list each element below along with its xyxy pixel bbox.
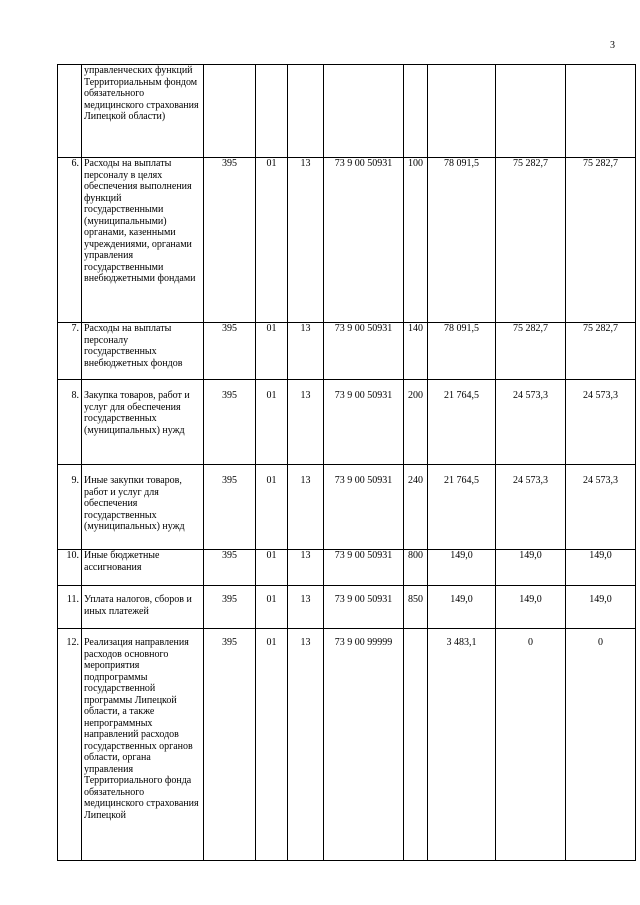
expense-name: Закупка товаров, работ и услуг для обеспечения государственных (муниципальных) нужд xyxy=(82,380,204,465)
target-article: 73 9 00 99999 xyxy=(324,629,404,861)
expense-type: 800 xyxy=(404,550,428,586)
sum-year-2 xyxy=(496,65,566,158)
dept-code: 395 xyxy=(204,586,256,629)
target-article: 73 9 00 50931 xyxy=(324,586,404,629)
sum-year-2: 24 573,3 xyxy=(496,465,566,550)
table-row xyxy=(58,65,636,158)
row-number: 7. xyxy=(58,323,82,380)
sum-year-1: 78 091,5 xyxy=(428,323,496,380)
table-row xyxy=(58,323,636,380)
sum-year-1: 21 764,5 xyxy=(428,380,496,465)
row-number xyxy=(58,65,82,158)
sum-year-2: 149,0 xyxy=(496,586,566,629)
row-number: 10. xyxy=(58,550,82,586)
subsection-code: 13 xyxy=(288,158,324,323)
expense-type: 240 xyxy=(404,465,428,550)
table-row xyxy=(58,586,636,629)
expense-name: Иные бюджетные ассигнования xyxy=(82,550,204,586)
expense-type: 100 xyxy=(404,158,428,323)
sum-year-3: 149,0 xyxy=(566,586,636,629)
subsection-code: 13 xyxy=(288,550,324,586)
target-article: 73 9 00 50931 xyxy=(324,465,404,550)
dept-code: 395 xyxy=(204,323,256,380)
subsection-code: 13 xyxy=(288,465,324,550)
target-article: 73 9 00 50931 xyxy=(324,323,404,380)
subsection-code: 13 xyxy=(288,586,324,629)
table-row xyxy=(58,380,636,465)
expense-name: Реализация направления расходов основного мероприятия подпрограммы государственной программы Липецкой области, а также непрограммных направлений расходов государственных органов области, органа управления Территориального фонда обязательного медицинского страхования Липецкой xyxy=(82,629,204,861)
row-number: 9. xyxy=(58,465,82,550)
target-article: 73 9 00 50931 xyxy=(324,158,404,323)
dept-code: 395 xyxy=(204,629,256,861)
subsection-code: 13 xyxy=(288,380,324,465)
dept-code: 395 xyxy=(204,158,256,323)
dept-code: 395 xyxy=(204,465,256,550)
sum-year-1: 3 483,1 xyxy=(428,629,496,861)
sum-year-2: 149,0 xyxy=(496,550,566,586)
section-code: 01 xyxy=(256,158,288,323)
section-code: 01 xyxy=(256,550,288,586)
section-code xyxy=(256,65,288,158)
target-article: 73 9 00 50931 xyxy=(324,380,404,465)
dept-code: 395 xyxy=(204,380,256,465)
expense-name: Расходы на выплаты персоналу государственных внебюджетных фондов xyxy=(82,323,204,380)
subsection-code: 13 xyxy=(288,323,324,380)
section-code: 01 xyxy=(256,465,288,550)
section-code: 01 xyxy=(256,629,288,861)
row-number: 11. xyxy=(58,586,82,629)
sum-year-2: 0 xyxy=(496,629,566,861)
sum-year-3: 75 282,7 xyxy=(566,323,636,380)
subsection-code xyxy=(288,65,324,158)
page-number: 3 xyxy=(610,40,615,51)
sum-year-1: 78 091,5 xyxy=(428,158,496,323)
table-row xyxy=(58,550,636,586)
sum-year-1: 149,0 xyxy=(428,586,496,629)
expense-name: Расходы на выплаты персоналу в целях обеспечения выполнения функций государственными (муниципальными) органами, казенными учреждениями, органами управления государственными внебюджетными фондами xyxy=(82,158,204,323)
dept-code xyxy=(204,65,256,158)
sum-year-2: 24 573,3 xyxy=(496,380,566,465)
sum-year-3 xyxy=(566,65,636,158)
table-row xyxy=(58,158,636,323)
expense-type xyxy=(404,65,428,158)
dept-code: 395 xyxy=(204,550,256,586)
expense-type: 850 xyxy=(404,586,428,629)
sum-year-3: 0 xyxy=(566,629,636,861)
expense-type: 200 xyxy=(404,380,428,465)
row-number: 8. xyxy=(58,380,82,465)
sum-year-3: 149,0 xyxy=(566,550,636,586)
sum-year-1: 149,0 xyxy=(428,550,496,586)
sum-year-3: 75 282,7 xyxy=(566,158,636,323)
target-article xyxy=(324,65,404,158)
expense-name: Иные закупки товаров, работ и услуг для обеспечения государственных (муниципальных) нужд xyxy=(82,465,204,550)
expense-name: Уплата налогов, сборов и иных платежей xyxy=(82,586,204,629)
table-row xyxy=(58,629,636,861)
section-code: 01 xyxy=(256,380,288,465)
sum-year-2: 75 282,7 xyxy=(496,323,566,380)
row-number: 12. xyxy=(58,629,82,861)
sum-year-2: 75 282,7 xyxy=(496,158,566,323)
row-number: 6. xyxy=(58,158,82,323)
target-article: 73 9 00 50931 xyxy=(324,550,404,586)
sum-year-3: 24 573,3 xyxy=(566,465,636,550)
section-code: 01 xyxy=(256,323,288,380)
expense-type: 140 xyxy=(404,323,428,380)
budget-table xyxy=(57,64,636,861)
expense-type xyxy=(404,629,428,861)
sum-year-1 xyxy=(428,65,496,158)
sum-year-1: 21 764,5 xyxy=(428,465,496,550)
section-code: 01 xyxy=(256,586,288,629)
subsection-code: 13 xyxy=(288,629,324,861)
table-row xyxy=(58,465,636,550)
expense-name: управленческих функций Территориальным фондом обязательного медицинского страхования Липецкой области) xyxy=(82,65,204,158)
sum-year-3: 24 573,3 xyxy=(566,380,636,465)
